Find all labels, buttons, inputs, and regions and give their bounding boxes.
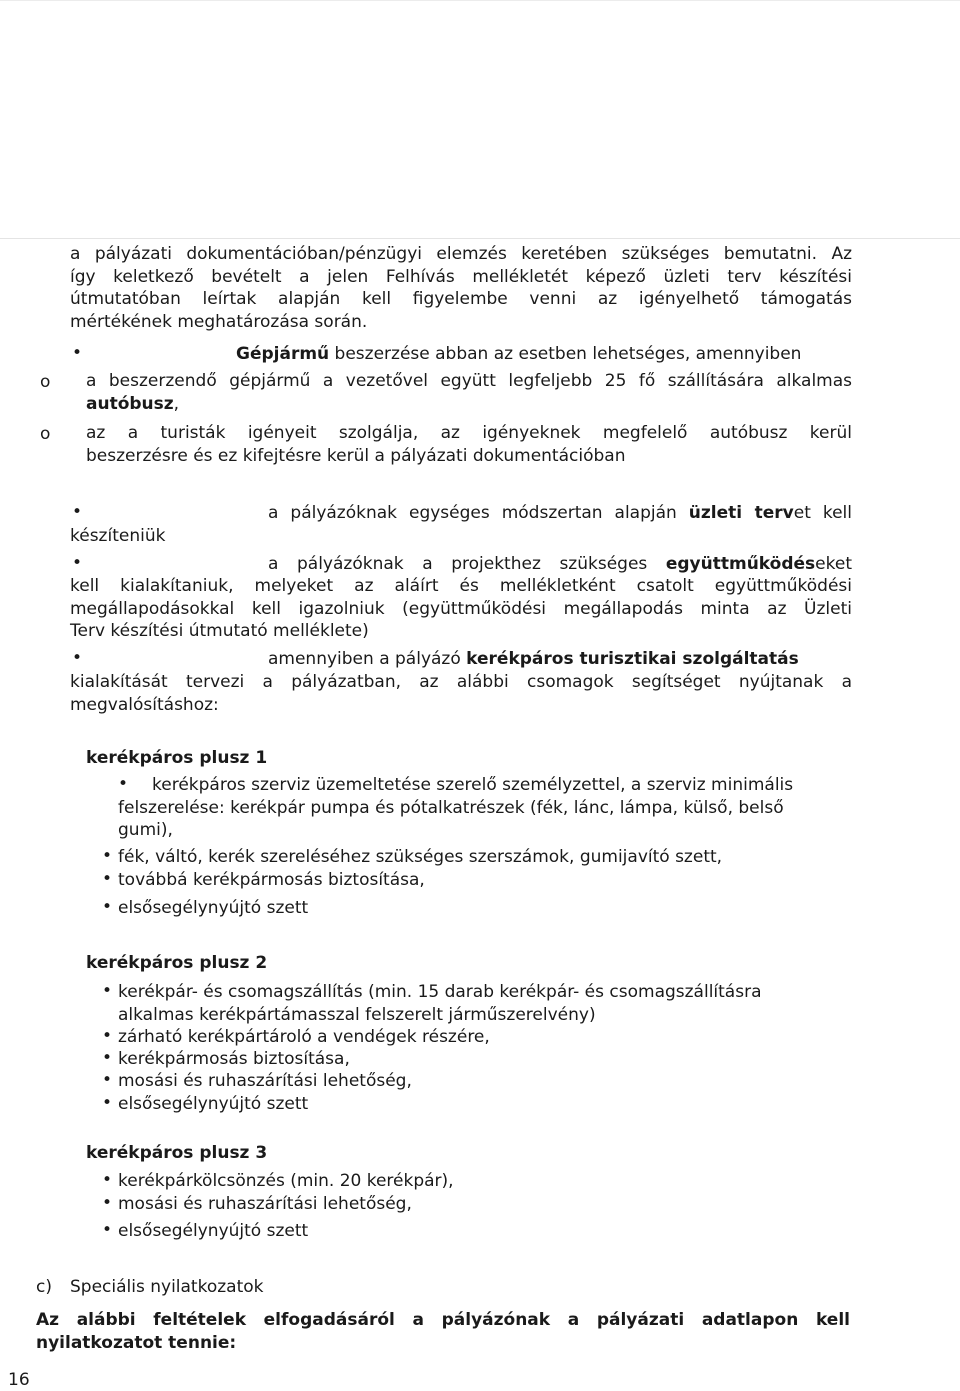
package-1-item-4: elsősegélynyújtó szett <box>118 898 309 918</box>
bullet-marker: • <box>72 343 83 363</box>
package-3-item-3: elsősegélynyújtó szett <box>118 1221 309 1241</box>
business-plan-requirement: a pályázóknak egységes módszertan alapján üzleti tervet kell <box>268 503 852 523</box>
cooperation-requirement: a pályázóknak a projekthez szükséges együttműködéseket <box>268 554 852 574</box>
bullet-marker: • <box>102 1220 113 1240</box>
package-3-title: kerékpáros plusz 3 <box>86 1143 268 1163</box>
bullet-marker: • <box>72 553 83 573</box>
bullet-marker: • <box>102 981 113 1001</box>
intro-line-1: a pályázati dokumentációban/pénzügyi elemzés keretében szükséges bemutatni. Az <box>70 244 852 264</box>
bullet-marker: • <box>102 846 113 866</box>
intro-line-3: útmutatóban leírtak alapján kell figyelembe venni az igényelhető támogatás <box>70 289 852 309</box>
section-c-label: c) <box>36 1277 52 1297</box>
package-1-item-1: kerékpáros szerviz üzemeltetése szerelő személyzettel, a szerviz minimális felszerelése: kerékpár pumpa és pótalkatrészek (fék, lánc, lámpa, külső, belső gumi), <box>118 775 794 840</box>
bullet-marker: • <box>102 869 113 889</box>
package-2-item-1: kerékpár- és csomagszállítás (min. 15 darab kerékpár- és csomagszállításra alkalmas kerékpártámasszal felszerelt járműszerelvény) <box>118 982 762 1025</box>
bullet-marker: • <box>72 648 83 668</box>
package-1-item-3: továbbá kerékpármosás biztosítása, <box>118 870 425 890</box>
bullet-marker: • <box>102 1093 113 1113</box>
bullet-marker: • <box>102 897 113 917</box>
vehicle-sub2-line-2: beszerzésre és ez kifejtésre kerül a pályázati dokumentációban <box>86 445 626 466</box>
cooperation-continuation: kell kialakítaniuk, melyeket az aláírt és mellékletként csatolt együttműködési megállapodásokkal kell igazolniuk (együttműködési megállapodás minta az Üzleti Terv készítési útmutató melléklete) <box>70 576 852 641</box>
business-plan-bold: üzleti terv <box>688 503 794 523</box>
package-2-item-2: zárható kerékpártároló a vendégek részére, <box>118 1027 490 1047</box>
bullet-marker: • <box>102 1070 113 1090</box>
vehicle-text: beszerzése abban az esetben lehetséges, amennyiben <box>329 344 802 364</box>
section-c-title: Speciális nyilatkozatok <box>70 1277 264 1297</box>
vehicle-sub1-bold: autóbusz <box>86 393 174 414</box>
business-plan-line-2: készíteniük <box>70 526 166 546</box>
bullet-marker: • <box>72 502 83 522</box>
vehicle-sub2-line-1: az a turisták igényeit szolgálja, az igényeknek megfelelő autóbusz kerül <box>86 423 852 443</box>
package-3-item-2: mosási és ruhaszárítási lehetőség, <box>118 1194 412 1214</box>
cooperation-bold: együttműködés <box>665 554 816 574</box>
package-2-title: kerékpáros plusz 2 <box>86 953 268 973</box>
bicycle-service-continuation: kialakítását tervezi a pályázatban, az alábbi csomagok segítséget nyújtanak a megvalósításhoz: <box>70 672 852 715</box>
bullet-marker: • <box>102 1170 113 1190</box>
circle-marker: o <box>40 372 51 392</box>
bullet-marker: • <box>102 1026 113 1046</box>
package-2-item-5: elsősegélynyújtó szett <box>118 1094 309 1114</box>
package-1-title: kerékpáros plusz 1 <box>86 748 268 768</box>
bicycle-service-bold: kerékpáros turisztikai szolgáltatás <box>466 649 799 669</box>
vehicle-bold: Gépjármű <box>236 344 330 364</box>
circle-marker: o <box>40 424 51 444</box>
bicycle-service-requirement: amennyiben a pályázó kerékpáros turisztikai szolgáltatás <box>268 649 799 669</box>
intro-paragraph <box>70 243 852 333</box>
page-number: 16 <box>8 1370 30 1390</box>
bullet-marker: • <box>102 1193 113 1213</box>
bullet-marker: • <box>118 774 129 794</box>
vehicle-sub1-end: , <box>173 393 180 414</box>
vehicle-sub-item-2 <box>86 422 852 467</box>
package-2-item-4: mosási és ruhaszárítási lehetőség, <box>118 1071 412 1091</box>
vehicle-sub1-line-1: a beszerzendő gépjármű a vezetővel együtt legfeljebb 25 fő szállítására alkalmas <box>86 371 852 391</box>
vehicle-condition <box>236 343 876 366</box>
intro-line-2: így keletkező bevételt a jelen Felhívás mellékletét képező üzleti terv készítési <box>70 266 852 287</box>
intro-line-4: mértékének meghatározása során. <box>70 311 368 332</box>
vehicle-sub-item-1 <box>86 370 852 415</box>
section-c-statement: Az alábbi feltételek elfogadásáról a pályázónak a pályázati adatlapon kell nyilatkozatot tennie: <box>36 1310 850 1353</box>
package-3-item-1: kerékpárkölcsönzés (min. 20 kerékpár), <box>118 1171 454 1191</box>
header-rule <box>0 238 960 239</box>
package-2-item-3: kerékpármosás biztosítása, <box>118 1049 350 1069</box>
bullet-marker: • <box>102 1048 113 1068</box>
page-top-edge <box>0 0 960 3</box>
package-1-item-2: fék, váltó, kerék szereléséhez szükséges szerszámok, gumijavító szett, <box>118 847 723 867</box>
